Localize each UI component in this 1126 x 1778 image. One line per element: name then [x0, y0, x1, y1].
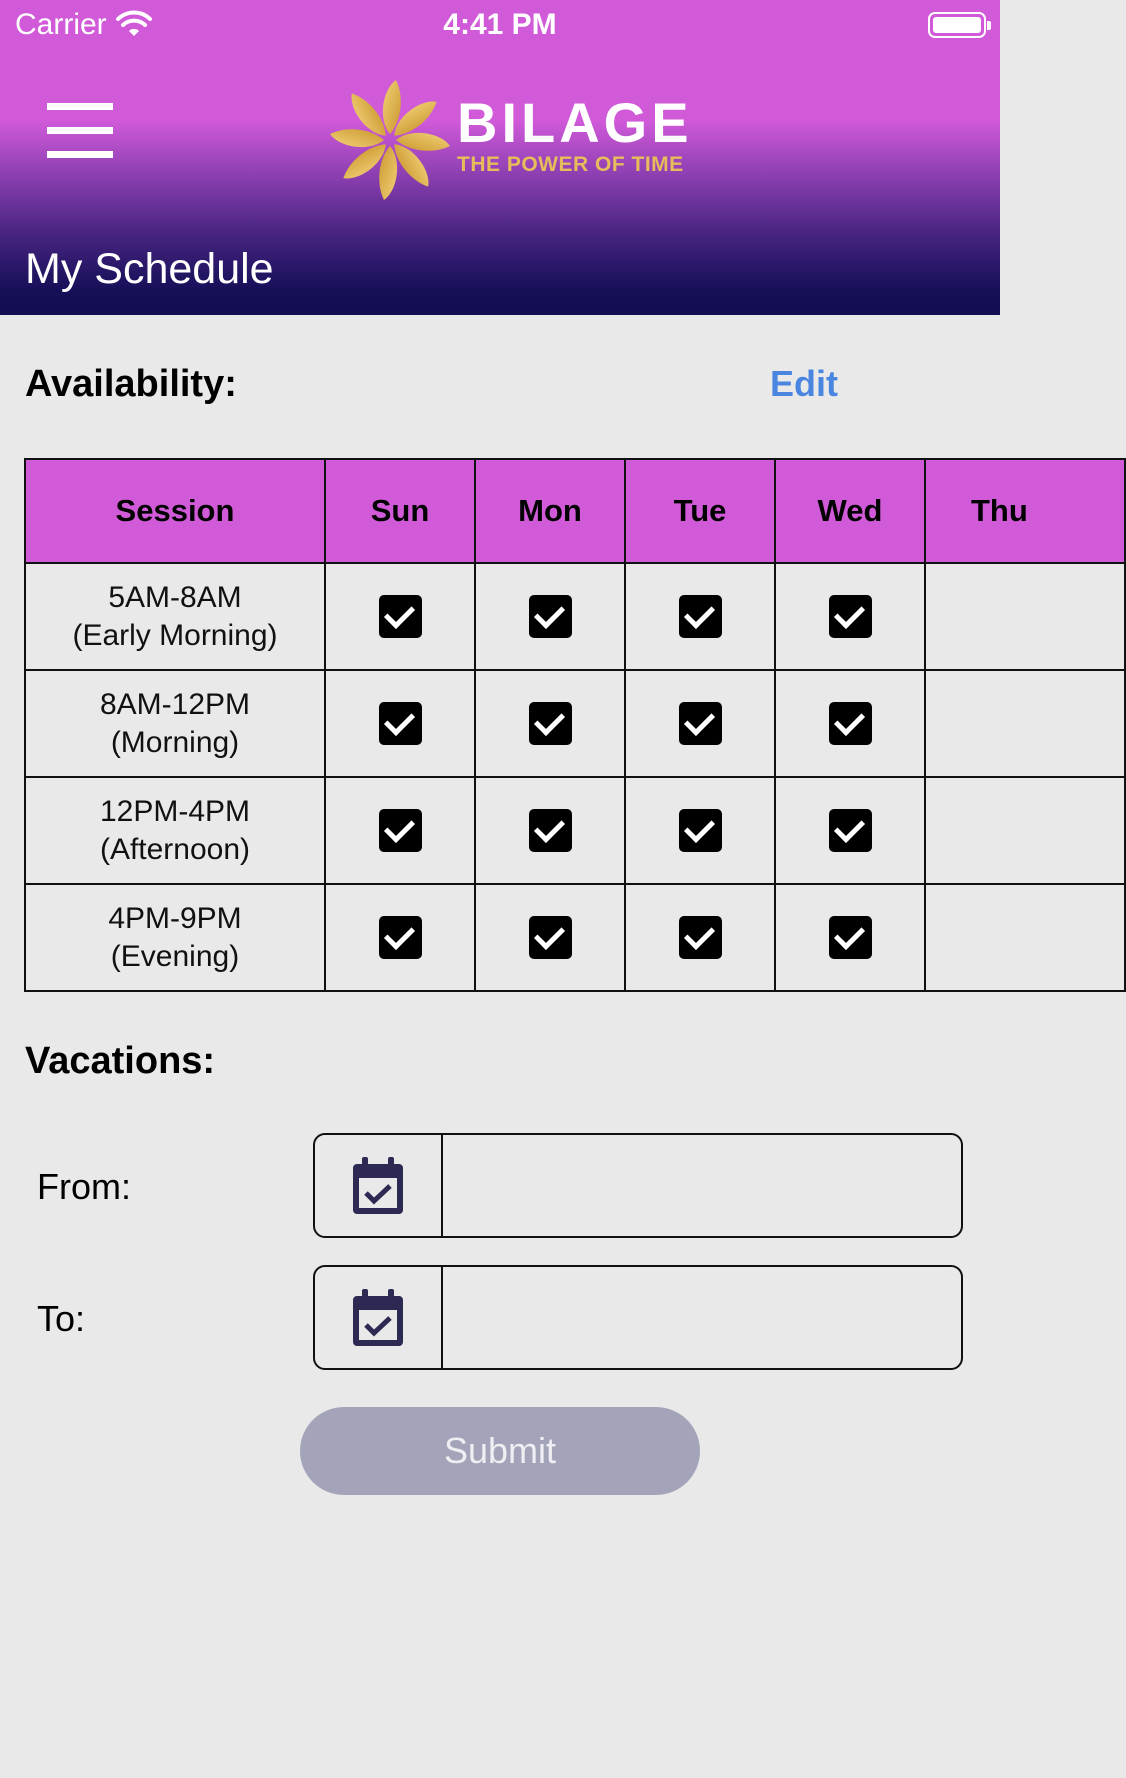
table-header-row	[25, 459, 1125, 563]
calendar-check-icon	[351, 1156, 405, 1216]
vacations-heading: Vacations:	[25, 1040, 216, 1082]
checkbox-checked-icon[interactable]	[679, 595, 722, 638]
availability-heading: Availability:	[25, 363, 237, 405]
checkbox-checked-icon[interactable]	[829, 809, 872, 852]
checkbox-checked-icon[interactable]	[679, 809, 722, 852]
app-header	[0, 0, 1000, 315]
checkbox-checked-icon[interactable]	[379, 702, 422, 745]
status-time: 4:41 PM	[443, 8, 557, 41]
to-calendar-button[interactable]	[315, 1267, 443, 1368]
session-period: (Evening)	[110, 939, 240, 973]
table-row	[25, 563, 1125, 670]
session-cell	[25, 563, 325, 670]
session-cell	[25, 777, 325, 884]
session-period: (Morning)	[110, 725, 240, 759]
logo-name: BILAGE	[457, 91, 693, 154]
flower-logo-icon	[325, 75, 455, 205]
checkbox-checked-icon[interactable]	[379, 916, 422, 959]
checkbox-checked-icon[interactable]	[379, 595, 422, 638]
checkbox-checked-icon[interactable]	[829, 916, 872, 959]
brand-logo	[325, 75, 693, 205]
status-bar	[0, 0, 1000, 50]
session-cell	[25, 884, 325, 991]
submit-button[interactable]: Submit	[300, 1407, 700, 1495]
checkbox-checked-icon[interactable]	[829, 702, 872, 745]
from-calendar-button[interactable]	[315, 1135, 443, 1236]
page-title: My Schedule	[25, 245, 274, 293]
column-header: Wed	[775, 459, 925, 563]
column-header: Mon	[475, 459, 625, 563]
checkbox-checked-icon[interactable]	[679, 916, 722, 959]
checkbox-checked-icon[interactable]	[529, 809, 572, 852]
column-header: Session	[25, 459, 325, 563]
from-label: From:	[37, 1166, 131, 1207]
table-row	[25, 884, 1125, 991]
session-time: 12PM-4PM	[99, 795, 251, 828]
edit-button[interactable]: Edit	[770, 363, 838, 404]
checkbox-checked-icon[interactable]	[379, 809, 422, 852]
logo-tagline: THE POWER OF TIME	[457, 153, 684, 176]
session-time: 4PM-9PM	[108, 902, 242, 935]
table-row	[25, 777, 1125, 884]
to-date-input[interactable]	[443, 1267, 961, 1368]
checkbox-checked-icon[interactable]	[679, 702, 722, 745]
session-time: 5AM-8AM	[108, 581, 242, 614]
session-period: (Afternoon)	[99, 832, 251, 866]
checkbox-checked-icon[interactable]	[529, 595, 572, 638]
carrier-label: Carrier	[15, 8, 107, 41]
availability-table	[24, 458, 1028, 990]
session-period: (Early Morning)	[72, 618, 278, 652]
from-date-field	[313, 1133, 963, 1238]
session-cell	[25, 670, 325, 777]
column-header: Thu	[925, 459, 1125, 563]
to-label: To:	[37, 1298, 86, 1339]
to-date-field	[313, 1265, 963, 1370]
hamburger-menu-icon[interactable]	[47, 103, 113, 159]
column-header: Sun	[325, 459, 475, 563]
calendar-check-icon	[351, 1288, 405, 1348]
from-date-input[interactable]	[443, 1135, 961, 1236]
table-row	[25, 670, 1125, 777]
checkbox-checked-icon[interactable]	[529, 702, 572, 745]
checkbox-checked-icon[interactable]	[529, 916, 572, 959]
column-header: Tue	[625, 459, 775, 563]
checkbox-checked-icon[interactable]	[829, 595, 872, 638]
battery-icon	[928, 12, 986, 38]
session-time: 8AM-12PM	[99, 688, 251, 721]
